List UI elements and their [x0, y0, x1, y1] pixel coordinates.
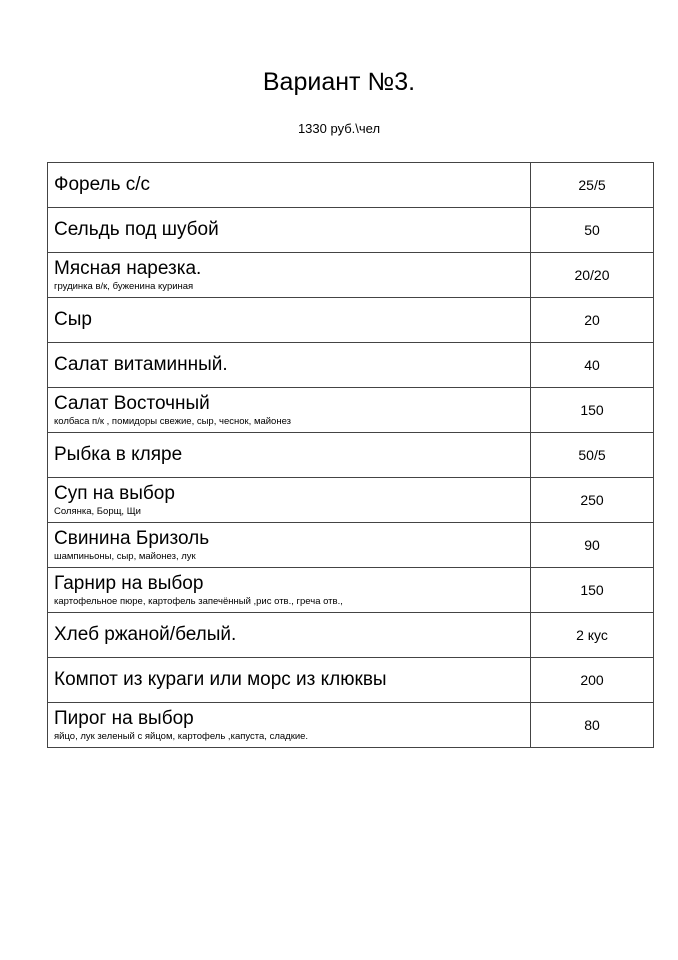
- table-row: [48, 568, 654, 613]
- table-row: [48, 388, 654, 433]
- table-row: [48, 658, 654, 703]
- item-name-cell: [48, 388, 531, 433]
- table-row: [48, 703, 654, 748]
- item-name: Форель с/с: [54, 174, 151, 195]
- item-quantity: 90: [531, 523, 654, 568]
- table-row: [48, 343, 654, 388]
- item-name: Компот из кураги или морс из клюквы: [54, 669, 387, 690]
- item-name: Сельдь под шубой: [54, 219, 219, 240]
- page-title: Вариант №3.: [262, 68, 416, 96]
- item-name: Сыр: [54, 309, 92, 330]
- item-quantity: 20/20: [531, 253, 654, 298]
- item-name-cell: [48, 613, 531, 658]
- item-quantity: 20: [531, 298, 654, 343]
- item-quantity: 150: [531, 388, 654, 433]
- item-name-cell: [48, 703, 531, 748]
- item-name-cell: [48, 298, 531, 343]
- item-name-cell: [48, 208, 531, 253]
- table-row: [48, 253, 654, 298]
- item-quantity: 50: [531, 208, 654, 253]
- item-name-cell: [48, 478, 531, 523]
- item-quantity: 25/5: [531, 163, 654, 208]
- item-name: Пирог на выбор: [54, 707, 194, 729]
- item-name: Гарнир на выбор: [54, 572, 204, 594]
- item-description: шампиньоны, сыр, майонез, лук: [54, 550, 196, 562]
- table-row: [48, 523, 654, 568]
- item-name-cell: [48, 658, 531, 703]
- item-quantity: 40: [531, 343, 654, 388]
- item-quantity: 80: [531, 703, 654, 748]
- item-description: колбаса п/к , помидоры свежие, сыр, чеснок, майонез: [54, 415, 292, 427]
- item-name-cell: [48, 523, 531, 568]
- item-name-cell: [48, 163, 531, 208]
- item-description: яйцо, лук зеленый с яйцом, картофель ,капуста, сладкие.: [54, 730, 309, 742]
- price-per-person: 1330 руб.\чел: [297, 121, 381, 136]
- table-row: [48, 478, 654, 523]
- item-quantity: 150: [531, 568, 654, 613]
- item-description: картофельное пюре, картофель запечённый ,рис отв., греча отв.,: [54, 595, 343, 607]
- item-description: грудинка в/к, буженина куриная: [54, 280, 194, 292]
- table-row: [48, 298, 654, 343]
- table-row: [48, 433, 654, 478]
- table-row: [48, 163, 654, 208]
- item-quantity: 250: [531, 478, 654, 523]
- item-name: Мясная нарезка.: [54, 257, 202, 279]
- item-description: Солянка, Борщ, Щи: [54, 505, 141, 517]
- item-name-cell: [48, 253, 531, 298]
- item-quantity: 2 кус: [531, 613, 654, 658]
- table-row: [48, 613, 654, 658]
- item-name: Хлеб ржаной/белый.: [54, 624, 237, 645]
- item-name: Рыбка в кляре: [54, 444, 183, 465]
- item-quantity: 200: [531, 658, 654, 703]
- table-row: [48, 208, 654, 253]
- item-name: Салат витаминный.: [54, 354, 228, 375]
- item-quantity: 50/5: [531, 433, 654, 478]
- item-name: Суп на выбор: [54, 482, 175, 504]
- menu-table: [47, 162, 654, 748]
- item-name-cell: [48, 343, 531, 388]
- item-name-cell: [48, 568, 531, 613]
- item-name: Свинина Бризоль: [54, 527, 210, 549]
- item-name-cell: [48, 433, 531, 478]
- item-name: Салат Восточный: [54, 392, 210, 414]
